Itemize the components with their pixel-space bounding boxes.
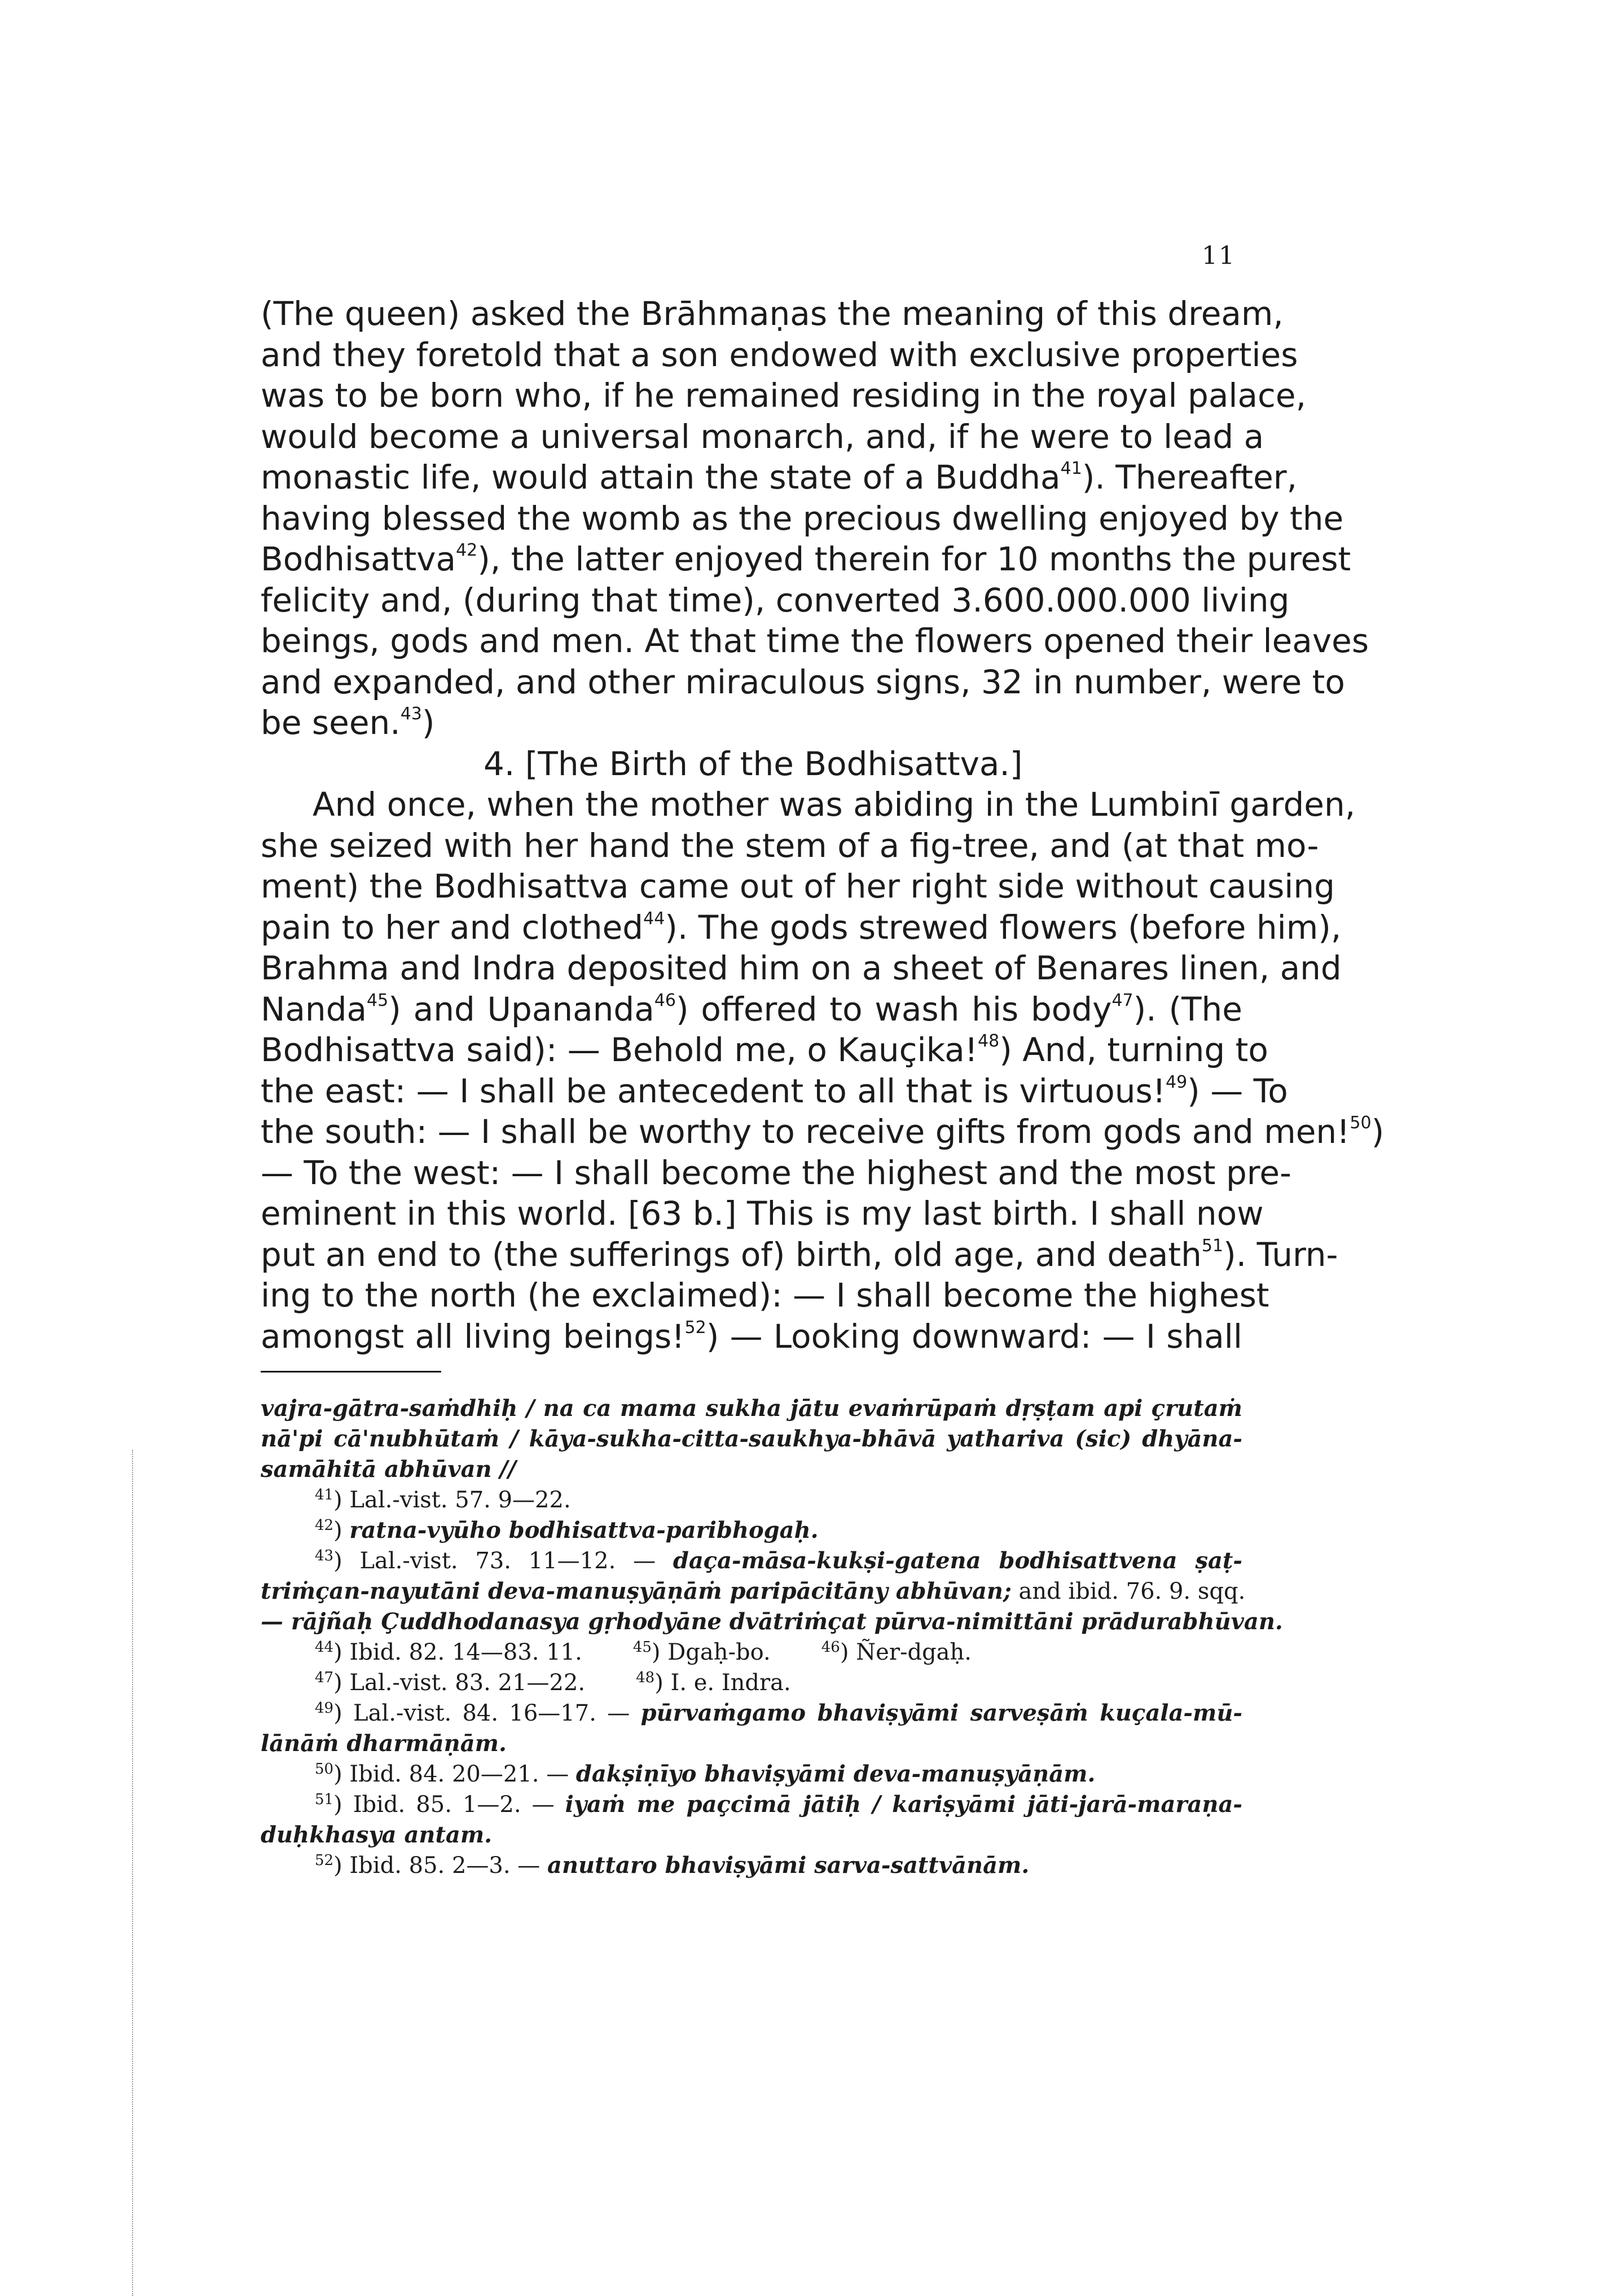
text-line: would become a universal monarch, and, if he were to lead a — [261, 417, 1264, 456]
footnote-number: 47 — [315, 1669, 334, 1686]
footnote-ref: 50 — [1350, 1113, 1372, 1133]
footnote-text: ) Ibid. 85. 1—2. — — [333, 1792, 555, 1818]
text-line — [261, 907, 1342, 948]
text-segment: ) — Looking downward: — I shall — [706, 1317, 1242, 1356]
text-line — [261, 989, 1242, 1030]
footnote-ref: 42 — [456, 540, 478, 560]
text-segment: be seen. — [261, 703, 401, 742]
text-line: was to be born who, if he remained residing in the royal palace, — [261, 376, 1307, 415]
footnote-text: ) Lal.-vist. 84. 16—17. — — [333, 1700, 630, 1726]
text-line: and they foretold that a son endowed with exclusive properties — [261, 335, 1298, 374]
footnote-47-48 — [261, 1668, 1242, 1698]
footnote-ref: 52 — [684, 1317, 706, 1338]
footnote-41 — [261, 1485, 1242, 1515]
footnote-number: 46 — [821, 1639, 840, 1656]
footnote-text: ) Lal.-vist. 57. 9—22. — [333, 1487, 571, 1513]
footnote-44-46 — [261, 1637, 1242, 1668]
footnote-line: duḥkhasya antam. — [261, 1822, 493, 1848]
footnote-line: lānāṁ dharmāṇām. — [261, 1730, 507, 1757]
footnote-line: samāhitā abhūvan // — [261, 1456, 516, 1483]
footnote-text: ) Ibid. 85. 2—3. — — [333, 1853, 541, 1879]
footnote-ref: 44 — [643, 908, 665, 929]
footnote-number: 43 — [315, 1547, 334, 1564]
footnote-number: 48 — [636, 1669, 655, 1686]
footnote-text: ) Dgaḥ-bo. — [651, 1639, 771, 1665]
text-segment: ), the latter enjoyed therein for 10 months the purest — [477, 540, 1351, 578]
footnote-text: ) Ibid. 84. 20—21. — — [333, 1761, 569, 1787]
footnote-text: ) Ñer-dgaḥ. — [840, 1639, 972, 1665]
footnote-text: ) Ibid. 82. 14—83. 11. — [333, 1639, 582, 1665]
text-segment: ) — To — [1187, 1071, 1288, 1110]
footnote-line: — rājñaḥ Çuddhodanasya gṛhodyāne dvātriṁçat pūrva-nimittāni prādurabhūvan. — [261, 1608, 1283, 1635]
text-line: felicity and, (during that time), converted 3.600.000.000 living — [261, 580, 1290, 619]
footnote-text: and ibid. 76. 9. sqq. — [1018, 1578, 1246, 1604]
footnote-text: ratna-vyūho bodhisattva-paribhogaḥ. — [349, 1517, 819, 1543]
scan-margin-line — [132, 1450, 133, 2296]
footnote-51 — [261, 1789, 1242, 1820]
footnote-number: 44 — [315, 1639, 334, 1656]
text-line: and expanded, and other miraculous signs, 32 in number, were to — [261, 662, 1345, 701]
text-segment: ) — [1371, 1112, 1385, 1151]
text-line — [261, 1071, 1288, 1112]
footnote-49 — [261, 1698, 1242, 1728]
footnote-52 — [261, 1850, 1242, 1881]
footnote-ref: 43 — [400, 704, 422, 724]
text-line: ing to the north (he exclaimed): — I shall become the highest — [261, 1276, 1269, 1314]
page-number: 11 — [1202, 241, 1236, 270]
footnote-50 — [261, 1759, 1242, 1789]
footnote-ref: 51 — [1201, 1235, 1224, 1256]
footnote-number: 49 — [315, 1700, 334, 1717]
text-segment: Bodhisattva — [261, 540, 456, 578]
text-line: eminent in this world. [63 b.] This is my last birth. I shall now — [261, 1194, 1264, 1233]
footnote-rule — [261, 1371, 441, 1373]
text-segment: Bodhisattva said): — Behold me, o Kauçika! — [261, 1031, 978, 1069]
text-segment: ). Thereafter, — [1082, 458, 1298, 496]
text-segment: ) and Upananda — [388, 989, 654, 1028]
text-segment: ) offered to wash his body — [675, 989, 1112, 1028]
text-segment: Nanda — [261, 989, 367, 1028]
text-segment: amongst all living beings! — [261, 1317, 685, 1356]
text-line — [261, 1316, 1242, 1357]
footnote-number: 42 — [315, 1517, 334, 1534]
footnote-text: ) I. e. Indra. — [654, 1670, 791, 1696]
footnote-text: anuttaro bhaviṣyāmi sarva-sattvānām. — [547, 1852, 1030, 1879]
text-line: Brahma and Indra deposited him on a sheet of Benares linen, and — [261, 949, 1342, 987]
footnote-number: 50 — [315, 1761, 334, 1778]
footnote-number: 45 — [632, 1639, 652, 1656]
text-segment: the south: — I shall be worthy to receive gifts from gods and men! — [261, 1112, 1350, 1151]
footnote-number: 51 — [315, 1791, 334, 1808]
footnote-ref: 41 — [1060, 459, 1082, 478]
text-line — [261, 539, 1351, 580]
footnotes — [261, 1393, 1283, 1881]
footnote-ref: 47 — [1111, 990, 1133, 1010]
text-line — [261, 1030, 1268, 1071]
footnote-line — [261, 1576, 1246, 1607]
text-segment: ). (The — [1133, 989, 1242, 1028]
footnote-text: triṁçan-nayutāni deva-manuṣyāṇāṁ paripācitāny abhūvan; — [261, 1578, 1012, 1604]
footnote-text: pūrvaṁgamo bhaviṣyāmi sarveṣāṁ kuçala-mū- — [640, 1700, 1243, 1726]
footnote-ref: 48 — [978, 1031, 1000, 1051]
text-line: (The queen) asked the Brāhmaṇas the meaning of this dream, — [261, 294, 1284, 333]
section-heading: 4. [The Birth of the Bodhisattva.] — [484, 744, 1023, 783]
text-line: having blessed the womb as the precious dwelling enjoyed by the — [261, 499, 1344, 538]
text-segment: the east: — I shall be antecedent to all that is virtuous! — [261, 1071, 1166, 1110]
text-line — [261, 702, 1242, 744]
text-line: ment) the Bodhisattva came out of her right side without causing — [261, 867, 1335, 905]
footnote-42: $^{42}$) ratna-vyūho bodhisattva-paribhogaḥ. — [315, 1517, 819, 1543]
text-segment: monastic life, would attain the state of a Buddha — [261, 458, 1061, 496]
text-line: she seized with her hand the stem of a fig-tree, and (at that mo- — [261, 826, 1319, 865]
footnote-ref: 46 — [654, 990, 676, 1010]
text-line — [261, 1111, 1385, 1153]
footnote-text: iyaṁ me paçcimā jātiḥ / kariṣyāmi jāti-jarā-maraṇa- — [565, 1791, 1242, 1818]
text-line: And once, when the mother was abiding in the Lumbinī garden, — [313, 785, 1356, 824]
footnote-43 — [261, 1546, 1242, 1576]
text-segment: pain to her and clothed — [261, 908, 644, 947]
footnote-line: nā'pi cā'nubhūtaṁ / kāya-sukha-citta-saukhya-bhāvā yathariva (sic) dhyāna- — [261, 1426, 1242, 1452]
footnote-number: 41 — [315, 1486, 334, 1503]
footnote-text: ) Lal.-vist. 83. 21—22. — [333, 1670, 586, 1696]
text-segment: ) — [421, 703, 435, 742]
text-line — [261, 1234, 1338, 1275]
footnote-ref: 45 — [367, 990, 389, 1010]
footnote-ref: 49 — [1165, 1072, 1188, 1092]
text-segment: ). Turn- — [1223, 1235, 1338, 1274]
footnote-text: dakṣiṇīyo bhaviṣyāmi deva-manuṣyāṇām. — [575, 1761, 1096, 1787]
text-line — [261, 457, 1298, 498]
text-line: beings, gods and men. At that time the flowers opened their leaves — [261, 622, 1369, 660]
footnote-text: ) Lal.-vist. 73. 11—12. — — [333, 1548, 656, 1574]
footnote-number: 52 — [315, 1852, 334, 1869]
footnote-line: vajra-gātra-saṁdhiḥ / na ca mama sukha jātu evaṁrūpaṁ dṛṣṭam api çrutaṁ — [261, 1395, 1242, 1422]
main-text — [261, 293, 1385, 1357]
text-line: — To the west: — I shall become the highest and the most pre- — [261, 1153, 1291, 1192]
text-segment: put an end to (the sufferings of) birth, old age, and death — [261, 1235, 1202, 1274]
text-segment: ) And, turning to — [999, 1031, 1268, 1069]
footnote-text: daça-māsa-kukṣi-gatena bodhisattvena ṣaṭ- — [673, 1547, 1243, 1574]
text-segment: ). The gods strewed flowers (before him), — [665, 908, 1342, 947]
